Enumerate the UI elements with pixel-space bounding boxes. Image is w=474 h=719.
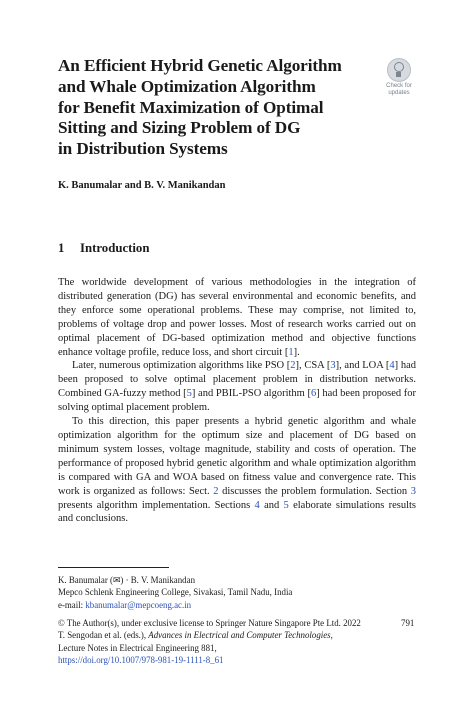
section-link[interactable]: 5: [283, 499, 289, 511]
title-line: in Distribution Systems: [58, 139, 228, 159]
section-heading: [58, 241, 149, 256]
citation-link[interactable]: 2: [290, 360, 296, 372]
title-line: for Benefit Maximization of Optimal: [58, 97, 324, 117]
text-run: elaborate simulations results and conclusions.: [58, 499, 416, 525]
text-run: Later, numerous optimization algorithms like PSO [: [72, 360, 291, 372]
text-run: discusses the problem formulation. Section: [218, 485, 411, 497]
check-for-updates-badge[interactable]: [378, 58, 420, 94]
paragraph-3: [58, 415, 416, 526]
title-line: and Whale Optimization Algorithm: [58, 76, 316, 96]
title-line: An Efficient Hybrid Genetic Algorithm: [58, 56, 342, 75]
author-footnote: [58, 574, 418, 611]
copyright-block: [58, 617, 418, 666]
citation-link[interactable]: 5: [186, 388, 192, 400]
paper-title: [58, 56, 378, 160]
authors: K. Banumalar and B. V. Manikandan: [58, 180, 226, 191]
footnote-authors: K. Banumalar (✉) · B. V. Manikandan: [58, 575, 196, 585]
text-run: The worldwide development of various methodologies in the integration of distributed generation (DG) has several environmental and economic benefits, and they enforce some operational problems. These may comprise, not limited to, problems of voltage drop and power losses. Most of research works carried out on optimal placement of DG-based optimization method and objective functions enhance voltage profile, reduce loss, and short circuit [: [58, 277, 416, 358]
paragraph-1: [58, 276, 416, 359]
badge-line2: updates: [388, 89, 410, 96]
doi-link[interactable]: https://doi.org/10.1007/978-981-19-1111-8_61: [58, 654, 224, 665]
badge-line1: Check for: [386, 83, 412, 89]
email-label: e-mail:: [58, 599, 86, 610]
text-run: ] had been proposed to solve optimal placement problem in distribution networks. Combined GA-fuzzy method [: [58, 360, 416, 400]
copyright-line: © The Author(s), under exclusive license to Springer Nature Singapore Pte Ltd. 2022: [58, 618, 361, 628]
page-number: 791: [401, 618, 415, 628]
body-text: [58, 276, 416, 526]
section-link[interactable]: 3: [410, 485, 416, 497]
email-link[interactable]: kbanumalar@mepcoeng.ac.in: [85, 599, 192, 610]
footnote-affiliation: Mepco Schlenk Engineering College, Sivakasi, Tamil Nadu, India: [58, 587, 293, 598]
text-run: To this direction, this paper presents a hybrid genetic algorithm and whale optimization algorithm for the optimum size and placement of DG based on minimum system losses, voltage magnitude, stability and costs of operation. The performance of proposed hybrid genetic algorithm and whale optimization algorithm is compared with GA and WOA based on fitness value and convergence rate. This work is organized as follows: Sect.: [58, 416, 416, 497]
text-run: ] and PBIL-PSO algorithm [: [191, 388, 311, 400]
text-run: ].: [293, 346, 300, 358]
title-line: Sitting and Sizing Problem of DG: [58, 118, 301, 138]
citation-link[interactable]: 6: [310, 388, 317, 400]
text-run: ,: [330, 630, 333, 641]
badge-text: [378, 83, 420, 96]
text-run: ], and LOA [: [335, 360, 390, 372]
text-run: and: [259, 499, 284, 511]
check-updates-icon: [387, 58, 411, 82]
citation-link[interactable]: 1: [288, 346, 294, 358]
paragraph-2: [58, 359, 416, 415]
footnote-email-line: [58, 599, 418, 611]
section-link[interactable]: 4: [254, 499, 260, 511]
text-run: presents algorithm implementation. Sections: [58, 499, 255, 511]
section-number: 1: [58, 241, 65, 255]
footnote-divider: [58, 567, 169, 568]
book-title: Advances in Electrical and Computer Technologies: [148, 630, 331, 641]
series-line: Lecture Notes in Electrical Engineering 881,: [58, 642, 217, 653]
editors-line: [58, 629, 418, 641]
text-run: T. Sengodan et al. (eds.),: [58, 630, 149, 641]
text-run: ] had been proposed for solving optimal placement problem.: [58, 388, 416, 414]
citation-link[interactable]: 3: [330, 360, 336, 372]
text-run: ], CSA [: [295, 360, 331, 372]
section-link[interactable]: 2: [213, 485, 219, 497]
section-title: Introduction: [80, 241, 150, 255]
citation-link[interactable]: 4: [389, 360, 395, 372]
